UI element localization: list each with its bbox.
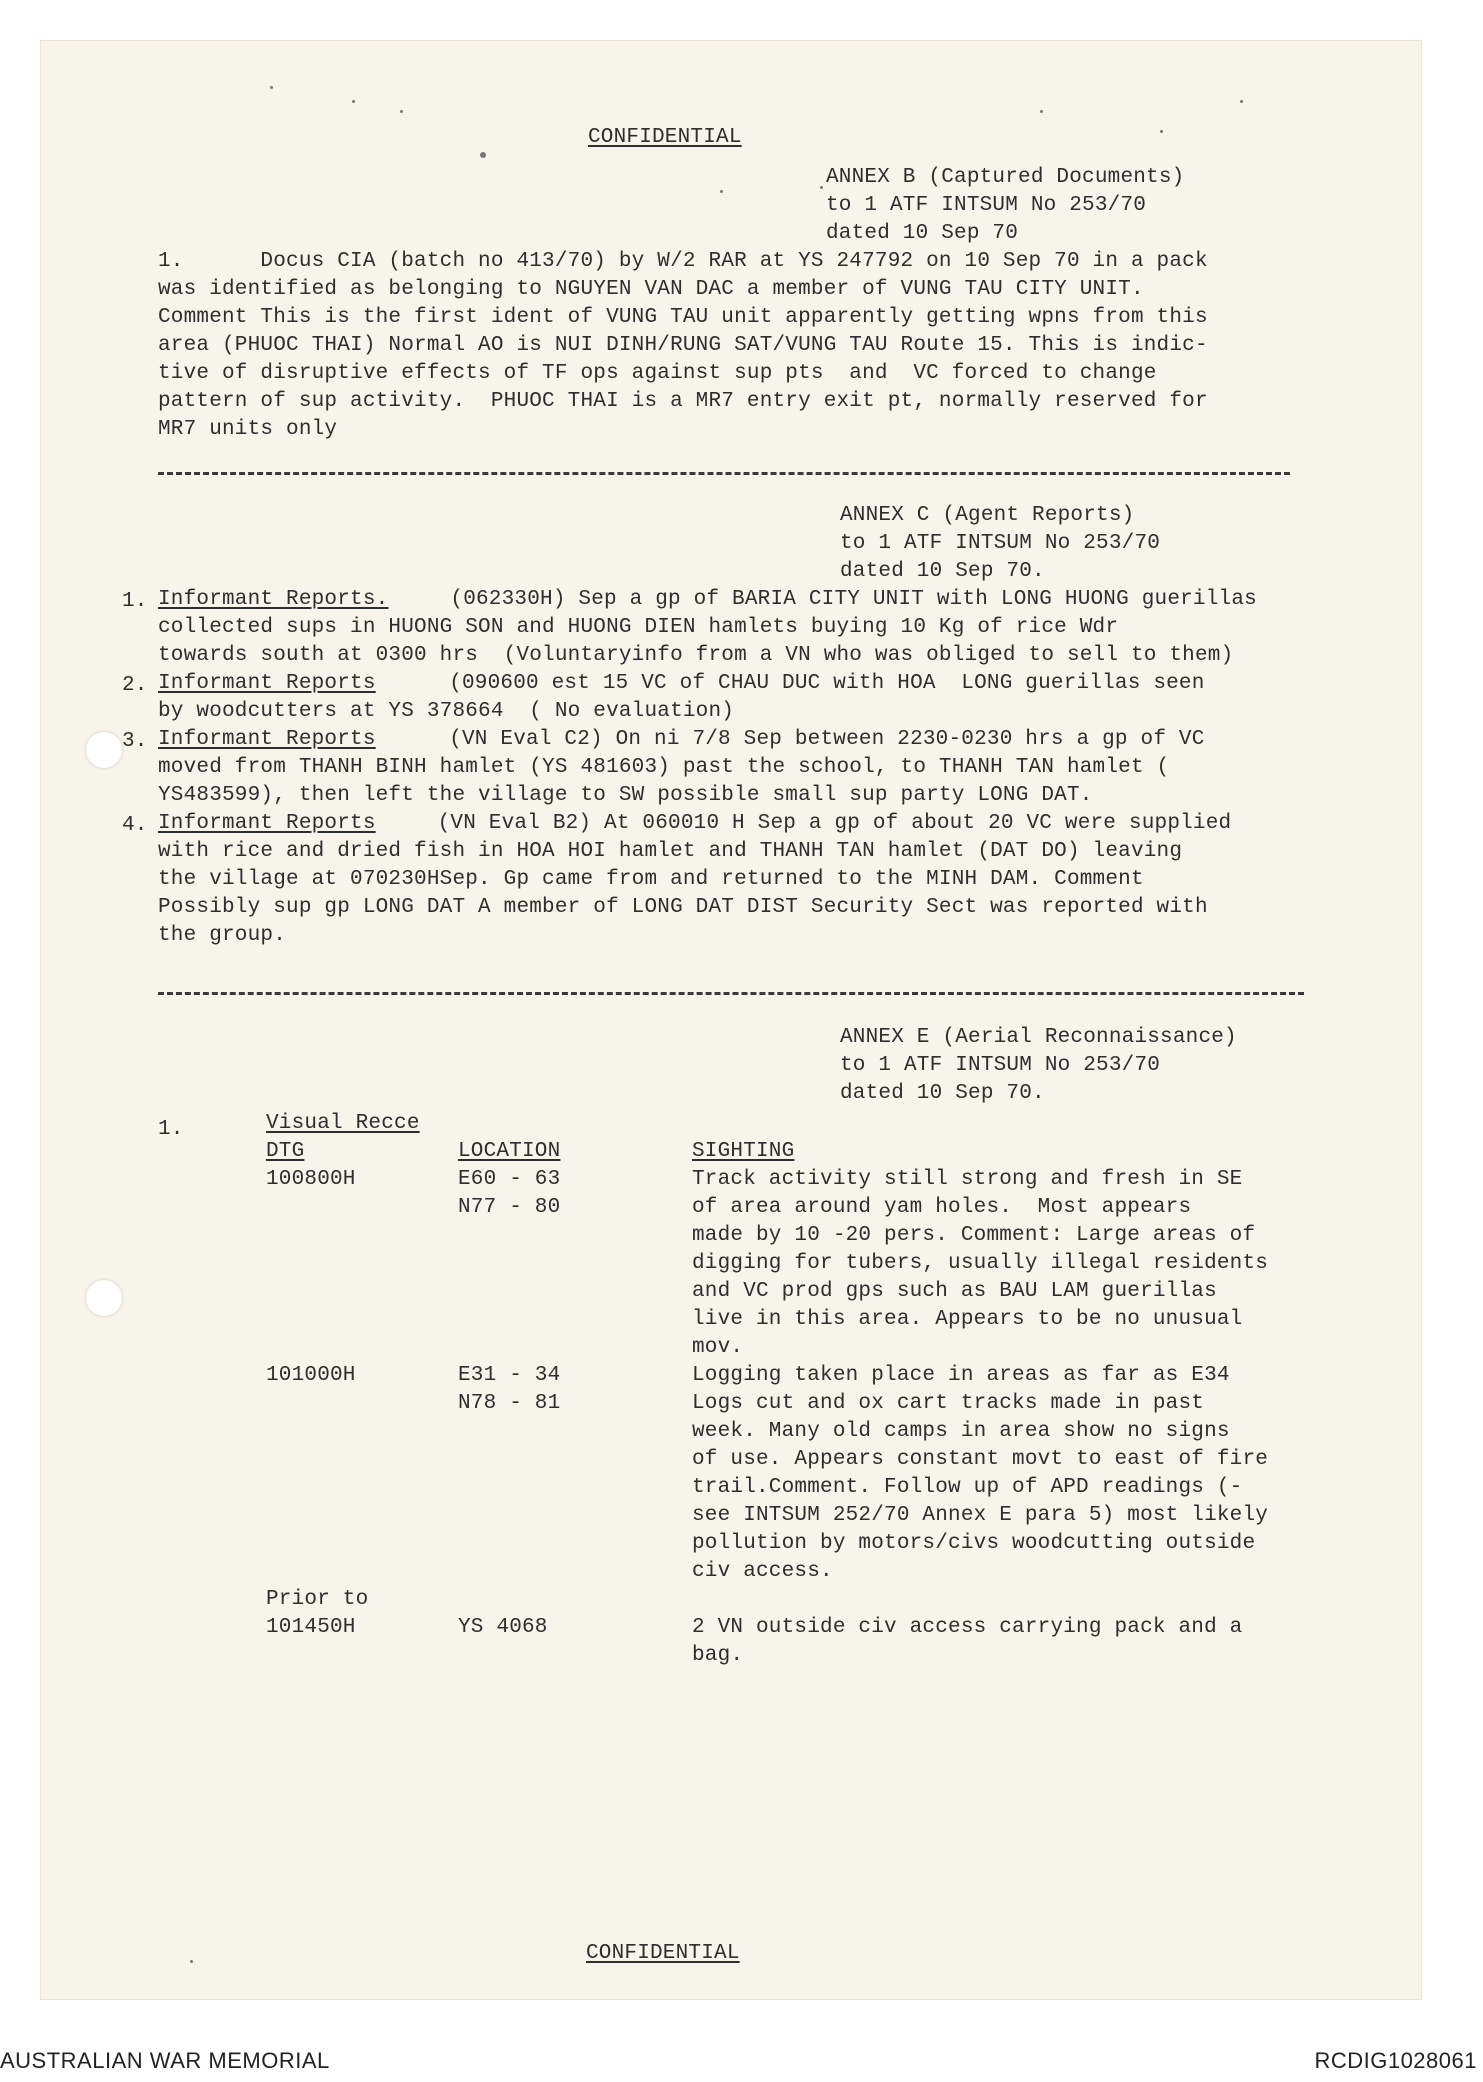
annex-c-dated: dated 10 Sep 70. <box>840 560 1045 583</box>
section-divider <box>158 472 1290 475</box>
table-cell-location: E31 - 34 <box>458 1364 561 1387</box>
report-number: 2. <box>122 674 148 697</box>
table-cell-dtg: 101450H <box>266 1616 356 1639</box>
scan-speck <box>720 190 723 193</box>
annex-b-line: area (PHUOC THAI) Normal AO is NUI DINH/RUNG SAT/VUNG TAU Route 15. This is indic- <box>158 334 1208 357</box>
scan-speck <box>1240 100 1243 103</box>
report-text: the village at 070230HSep. Gp came from and returned to the MINH DAM. Comment <box>158 868 1144 891</box>
table-cell-sighting: digging for tubers, usually illegal residents <box>692 1252 1269 1275</box>
report-text: collected sups in HUONG SON and HUONG DIEN hamlets buying 10 Kg of rice Wdr <box>158 616 1119 639</box>
table-cell-sighting: trail.Comment. Follow up of APD readings (- <box>692 1476 1243 1499</box>
table-cell-sighting: of area around yam holes. Most appears <box>692 1196 1192 1219</box>
header-classification: CONFIDENTIAL <box>588 126 742 149</box>
report-heading: Informant Reports <box>158 728 376 751</box>
footer-archive-id: RCDIG1028061 <box>1314 2048 1477 2073</box>
annex-c-ref: to 1 ATF INTSUM No 253/70 <box>840 532 1161 555</box>
annex-b-line: MR7 units only <box>158 418 338 441</box>
annex-b-line: tive of disruptive effects of TF ops against sup pts and VC forced to change <box>158 362 1157 385</box>
table-cell-sighting: Track activity still strong and fresh in SE <box>692 1168 1243 1191</box>
table-cell-location: N77 - 80 <box>458 1196 561 1219</box>
table-cell-dtg: 101000H <box>266 1364 356 1387</box>
table-cell-location: N78 - 81 <box>458 1392 561 1415</box>
table-cell-sighting: Logging taken place in areas as far as E34 <box>692 1364 1230 1387</box>
table-cell-dtg: 100800H <box>266 1168 356 1191</box>
scan-speck <box>1040 110 1043 113</box>
report-text: YS483599), then left the village to SW possible small sup party LONG DAT. <box>158 784 1093 807</box>
column-header-sighting: SIGHTING <box>692 1140 795 1163</box>
report-heading: Informant Reports <box>158 672 376 695</box>
column-header-dtg: DTG <box>266 1140 305 1163</box>
table-cell-location: YS 4068 <box>458 1616 548 1639</box>
report-text: moved from THANH BINH hamlet (YS 481603) past the school, to THANH TAN hamlet ( <box>158 756 1170 779</box>
punch-hole <box>86 1280 122 1316</box>
report-text: (VN Eval C2) On ni 7/8 Sep between 2230-0230 hrs a gp of VC <box>398 728 1205 751</box>
table-cell-sighting: Logs cut and ox cart tracks made in past <box>692 1392 1205 1415</box>
scan-speck <box>1160 130 1163 133</box>
table-cell-sighting: of use. Appears constant movt to east of fire <box>692 1448 1269 1471</box>
table-cell-sighting: civ access. <box>692 1560 833 1583</box>
annex-b-dated: dated 10 Sep 70 <box>826 222 1019 245</box>
annex-e-dated: dated 10 Sep 70. <box>840 1082 1045 1105</box>
section-divider <box>158 992 1304 995</box>
report-text: (090600 est 15 VC of CHAU DUC with HOA LONG guerillas seen <box>398 672 1205 695</box>
report-text: (VN Eval B2) At 060010 H Sep a gp of about 20 VC were supplied <box>412 812 1232 835</box>
table-cell-sighting: see INTSUM 252/70 Annex E para 5) most likely <box>692 1504 1269 1527</box>
annex-b-title: ANNEX B (Captured Documents) <box>826 166 1185 189</box>
table-cell-sighting: live in this area. Appears to be no unusual <box>692 1308 1243 1331</box>
table-cell-location: E60 - 63 <box>458 1168 561 1191</box>
report-text: Possibly sup gp LONG DAT A member of LONG DAT DIST Security Sect was reported with <box>158 896 1208 919</box>
scan-speck <box>270 86 273 89</box>
scan-speck <box>480 152 486 158</box>
table-cell-sighting: made by 10 -20 pers. Comment: Large areas of <box>692 1224 1256 1247</box>
punch-hole <box>86 732 122 768</box>
report-text: with rice and dried fish in HOA HOI hamlet and THANH TAN hamlet (DAT DO) leaving <box>158 840 1183 863</box>
report-text: (062330H) Sep a gp of BARIA CITY UNIT with LONG HUONG guerillas <box>412 588 1257 611</box>
annex-b-ref: to 1 ATF INTSUM No 253/70 <box>826 194 1147 217</box>
report-text: the group. <box>158 924 287 947</box>
table-cell-sighting: pollution by motors/civs woodcutting outside <box>692 1532 1256 1555</box>
table-cell-sighting: mov. <box>692 1336 744 1359</box>
report-number: 1. <box>122 590 148 613</box>
scan-speck <box>400 110 403 113</box>
report-number: 3. <box>122 730 148 753</box>
report-heading: Informant Reports. <box>158 588 389 611</box>
annex-b-line: pattern of sup activity. PHUOC THAI is a MR7 entry exit pt, normally reserved for <box>158 390 1208 413</box>
annex-c-title: ANNEX C (Agent Reports) <box>840 504 1135 527</box>
table-cell-dtg: Prior to <box>266 1588 369 1611</box>
section-heading: Visual Recce <box>266 1112 420 1135</box>
report-number: 4. <box>122 814 148 837</box>
scan-speck <box>190 1960 193 1963</box>
annex-b-line: Comment This is the first ident of VUNG TAU unit apparently getting wpns from this <box>158 306 1208 329</box>
annex-b-line: 1. Docus CIA (batch no 413/70) by W/2 RAR at YS 247792 on 10 Sep 70 in a pack <box>158 250 1208 273</box>
annex-e-ref: to 1 ATF INTSUM No 253/70 <box>840 1054 1161 1077</box>
document-page <box>40 40 1422 2000</box>
report-heading: Informant Reports <box>158 812 376 835</box>
scan-speck <box>820 186 823 189</box>
table-cell-sighting: and VC prod gps such as BAU LAM guerillas <box>692 1280 1217 1303</box>
scan-speck <box>352 100 355 103</box>
table-cell-sighting: bag. <box>692 1644 744 1667</box>
report-text: towards south at 0300 hrs (Voluntaryinfo from a VN who was obliged to sell to them) <box>158 644 1234 667</box>
footer-classification: CONFIDENTIAL <box>586 1942 740 1965</box>
column-header-location: LOCATION <box>458 1140 561 1163</box>
item-number: 1. <box>158 1118 184 1141</box>
annex-e-title: ANNEX E (Aerial Reconnaissance) <box>840 1026 1237 1049</box>
table-cell-sighting: week. Many old camps in area show no signs <box>692 1420 1230 1443</box>
report-text: by woodcutters at YS 378664 ( No evaluation) <box>158 700 735 723</box>
annex-b-line: was identified as belonging to NGUYEN VAN DAC a member of VUNG TAU CITY UNIT. <box>158 278 1144 301</box>
footer-archive-name: AUSTRALIAN WAR MEMORIAL <box>0 2048 330 2073</box>
table-cell-sighting: 2 VN outside civ access carrying pack and a <box>692 1616 1243 1639</box>
